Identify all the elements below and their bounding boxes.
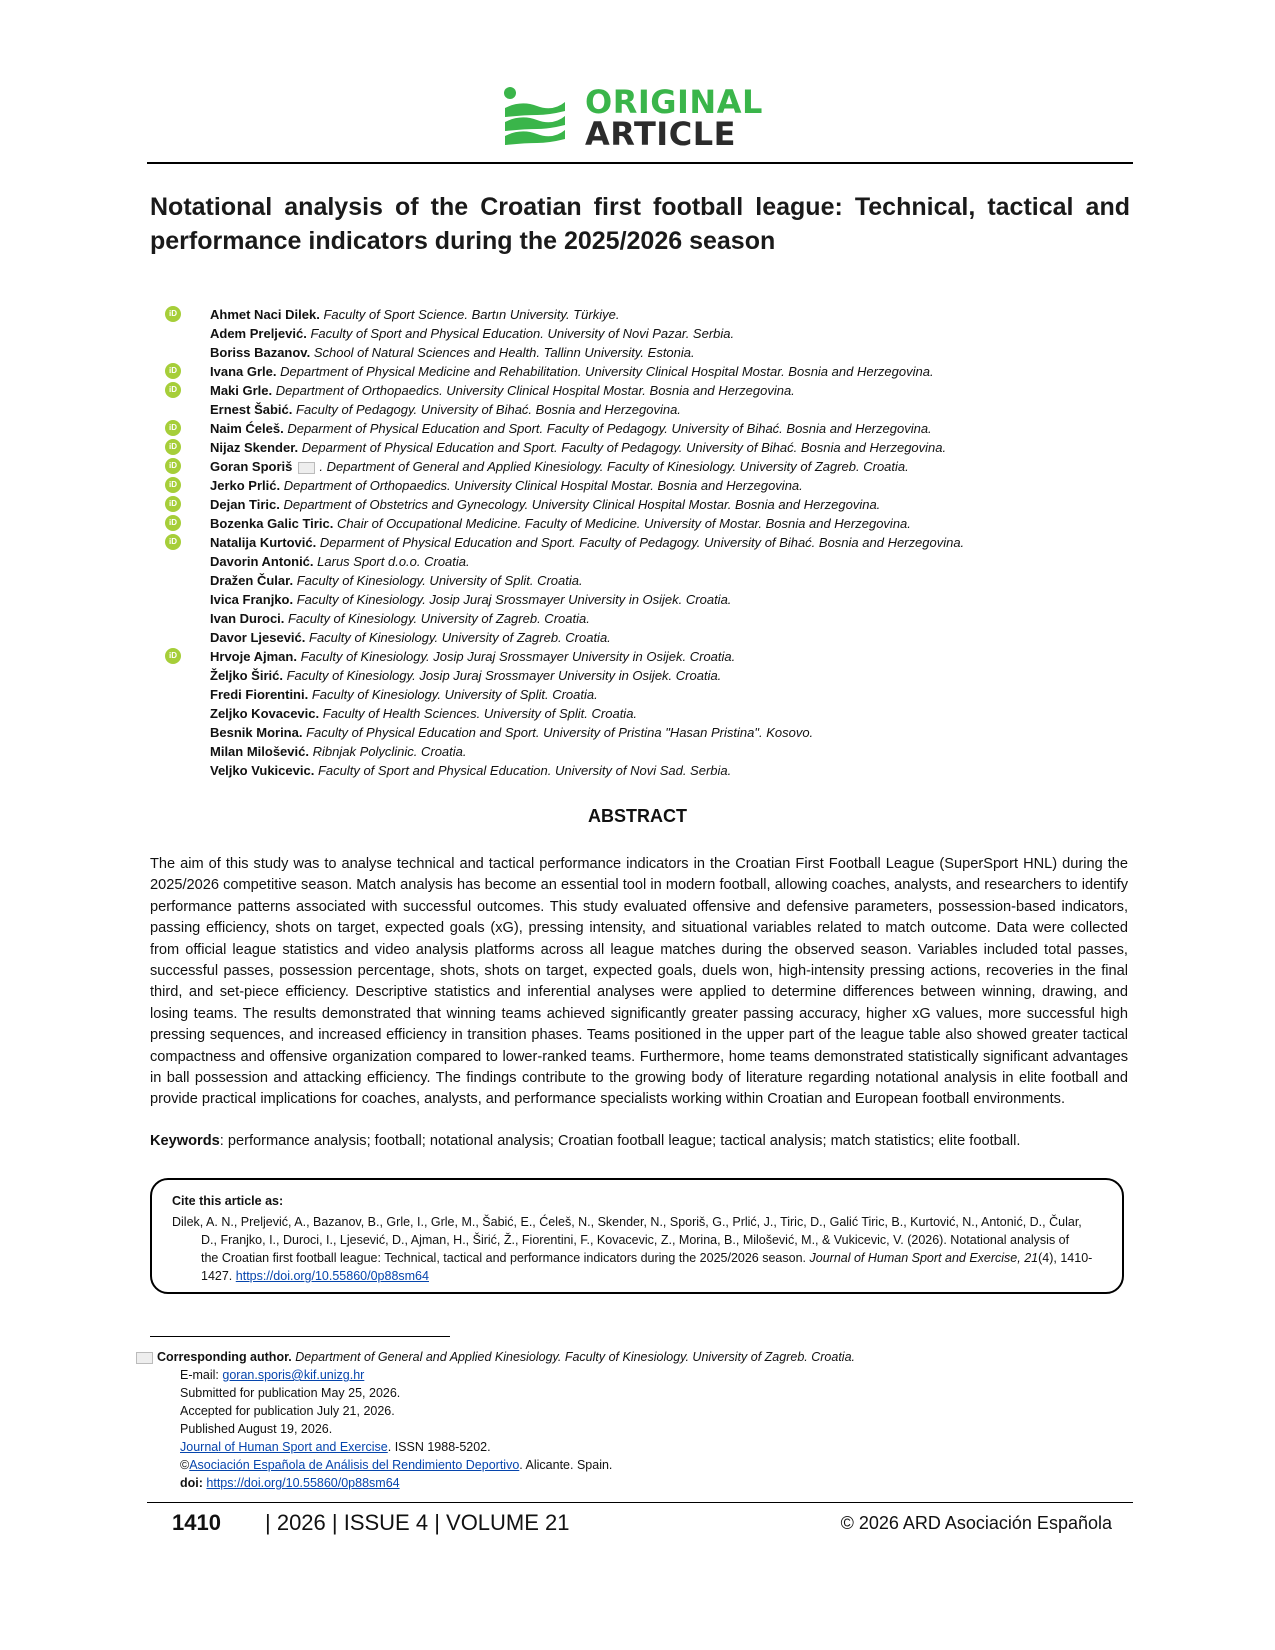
author-row (165, 305, 1125, 324)
author-affiliation: Faculty of Sport Science. Bartın University. Türkiye. (323, 307, 620, 322)
corresponding-affiliation: Department of General and Applied Kinesiology. Faculty of Kinesiology. University of Zagreb. Croatia. (295, 1350, 855, 1364)
author-info (210, 723, 813, 742)
author-name: Dražen Čular. (210, 573, 294, 588)
author-info (210, 495, 880, 514)
author-info (210, 362, 934, 381)
author-affiliation: Faculty of Sport and Physical Education. University of Novi Sad. Serbia. (317, 763, 732, 778)
author-name: Fredi Fiorentini. (210, 687, 309, 702)
author-info (210, 628, 611, 647)
author-affiliation: Faculty of Kinesiology. University of Split. Croatia. (296, 573, 583, 588)
orcid-icon[interactable]: iD (165, 648, 181, 664)
author-row (165, 685, 1125, 704)
citation-pages: 1427. (201, 1269, 233, 1283)
author-row (165, 552, 1125, 571)
abstract-heading: ABSTRACT (588, 806, 687, 826)
author-row (165, 742, 1125, 761)
author-info (210, 609, 590, 628)
author-row (165, 628, 1125, 647)
doi-link[interactable]: https://doi.org/10.55860/0p88sm64 (206, 1476, 400, 1490)
email-label: E-mail: (180, 1368, 219, 1382)
author-info (210, 742, 467, 761)
journal-line (136, 1438, 1136, 1456)
published-date: Published August 19, 2026. (180, 1422, 333, 1436)
author-affiliation: Deparment of Physical Education and Sport. Faculty of Pedagogy. University of Bihać. Bosnia and Herzegovina. (287, 421, 932, 436)
author-row (165, 476, 1125, 495)
author-info (210, 381, 795, 400)
footnote (136, 1348, 1136, 1492)
author-affiliation: Department of Orthopaedics. University Clinical Hospital Mostar. Bosnia and Herzegovina. (275, 383, 795, 398)
author-name: Ivana Grle. (210, 364, 277, 379)
author-name: Davor Ljesević. (210, 630, 306, 645)
association-link[interactable]: Asociación Española de Análisis del Rendimiento Deportivo (189, 1458, 520, 1472)
author-row (165, 590, 1125, 609)
orcid-icon[interactable]: iD (165, 534, 181, 550)
author-info (210, 571, 583, 590)
footnote-divider (150, 1336, 450, 1337)
author-affiliation: Department of Physical Medicine and Rehabilitation. University Clinical Hospital Mostar. Bosnia and Herzegovina. (280, 364, 934, 379)
author-info (210, 419, 932, 438)
author-affiliation: Faculty of Kinesiology. University of Zagreb. Croatia. (309, 630, 611, 645)
author-affiliation: Faculty of Kinesiology. Josip Juraj Srossmayer University in Osijek. Croatia. (286, 668, 722, 683)
citation-heading: Cite this article as: (172, 1194, 284, 1208)
author-name: Nijaz Skender. (210, 440, 299, 455)
header-divider (147, 162, 1133, 164)
citation-text (172, 1213, 1106, 1285)
doi-line (136, 1474, 1136, 1492)
author-name: Naim Ćeleš. (210, 421, 284, 436)
association-location: . Alicante. Spain. (519, 1458, 613, 1472)
author-name: Goran Sporiš (210, 459, 293, 474)
author-info (210, 324, 734, 343)
author-affiliation: Department of Obstetrics and Gynecology. University Clinical Hospital Mostar. Bosnia and Herzegovina. (283, 497, 881, 512)
author-info (210, 685, 598, 704)
email-line (136, 1366, 1136, 1384)
author-affiliation: . Department of General and Applied Kinesiology. Faculty of Kinesiology. University of Zagreb. Croatia. (319, 459, 909, 474)
orcid-icon[interactable]: iD (165, 515, 181, 531)
author-affiliation: Faculty of Physical Education and Sport. University of Pristina "Hasan Pristina". Kosovo. (306, 725, 814, 740)
citation-line-2: D., Franjko, I., Duroci, I., Ljesević, D., Ajman, H., Širić, Ž., Fiorentini, F., Kovacevic, Z., Morina, B., Milošević, M., & Vukicevic, V. (2026). Notational analysis of (201, 1233, 1070, 1247)
author-name: Bozenka Galic Tiric. (210, 516, 334, 531)
author-list (165, 305, 1125, 780)
orcid-icon[interactable]: iD (165, 439, 181, 455)
keywords (150, 1131, 1128, 1152)
citation-box (150, 1178, 1124, 1294)
logo-line-article: ARTICLE (585, 115, 736, 153)
author-info (210, 552, 470, 571)
author-row (165, 571, 1125, 590)
author-affiliation: Faculty of Kinesiology. University of Zagreb. Croatia. (288, 611, 590, 626)
author-info (210, 457, 909, 476)
author-row (165, 495, 1125, 514)
author-row (165, 362, 1125, 381)
author-row (165, 381, 1125, 400)
page-number: 1410 (172, 1510, 221, 1535)
mail-icon[interactable] (298, 462, 315, 474)
author-affiliation: Chair of Occupational Medicine. Faculty of Medicine. University of Mostar. Bosnia and Herzegovina. (336, 516, 911, 531)
citation-journal: Journal of Human Sport and Exercise, 21 (809, 1251, 1039, 1265)
orcid-icon[interactable]: iD (165, 306, 181, 322)
author-name: Davorin Antonić. (210, 554, 314, 569)
author-affiliation: Faculty of Kinesiology. Josip Juraj Srossmayer University in Osijek. Croatia. (296, 592, 732, 607)
author-row (165, 343, 1125, 362)
author-row (165, 609, 1125, 628)
author-row (165, 704, 1125, 723)
author-affiliation: School of Natural Sciences and Health. Tallinn University. Estonia. (313, 345, 695, 360)
footer-copyright: © 2026 ARD Asociación Española (840, 1513, 1112, 1533)
author-row (165, 723, 1125, 742)
orcid-icon[interactable]: iD (165, 363, 181, 379)
corresponding-label: Corresponding author. (157, 1350, 292, 1364)
copyright-symbol: © (180, 1458, 190, 1472)
author-info (210, 666, 721, 685)
author-row (165, 457, 1125, 476)
author-info (210, 647, 735, 666)
author-name: Ivica Franjko. (210, 592, 294, 607)
orcid-icon[interactable]: iD (165, 496, 181, 512)
author-info (210, 514, 911, 533)
submitted-date: Submitted for publication May 25, 2026. (180, 1386, 401, 1400)
author-affiliation: Faculty of Kinesiology. University of Split. Croatia. (311, 687, 598, 702)
author-info (210, 305, 619, 324)
author-info (210, 400, 681, 419)
author-row (165, 438, 1125, 457)
abstract-text: The aim of this study was to analyse technical and tactical performance indicators in the Croatian First Football League (SuperSport HNL) during the 2025/2026 competitive season. Match analysis has become an essential tool in modern football, allowing coaches, analysts, and researchers to identify performance patterns associated with successful outcomes. This study evaluated offensive and defensive parameters, possession-based indicators, passing efficiency, shots on target, expected goals (xG), pressing intensity, and situational variables related to match outcome. Data were collected from official league statistics and video analysis platforms across all league matches during the observed season. Variables included total passes, successful passes, possession percentage, shots, shots on target, expected goals, duels won, high-intensity pressing actions, recoveries in the final third, and set-piece efficiency. Descriptive statistics and inferential analyses were applied to determine differences between winning, drawing, and losing teams. The results demonstrated that winning teams achieved significantly greater passing accuracy, higher xG values, more successful high pressing sequences, and increased efficiency in transition phases. Teams positioned in the upper part of the league table also showed greater tactical compactness and offensive organization compared to lower-ranked teams. Furthermore, home teams demonstrated statistically significant advantages in ball possession and attacking efficiency. The findings contribute to the growing body of literature regarding notational analysis in elite football and provide practical implications for coaches, analysts, and performance specialists working within Croatian and European football environments. (150, 856, 1128, 1108)
author-row (165, 666, 1125, 685)
citation-line-1: Dilek, A. N., Preljević, A., Bazanov, B., Grle, I., Grle, M., Šabić, E., Ćeleš, N., Skender, N., Sporiš, G., Prlić, J., Tiric, D., Galić Tiric, B., Kurtović, N., Antonić, D., Čular, (172, 1215, 1082, 1229)
author-row (165, 400, 1125, 419)
author-row (165, 533, 1125, 552)
author-info (210, 438, 946, 457)
orcid-icon[interactable]: iD (165, 382, 181, 398)
footer-divider (147, 1502, 1133, 1503)
author-name: Milan Milošević. (210, 744, 309, 759)
citation-line-3 (172, 1249, 1106, 1267)
citation-doi-link[interactable]: https://doi.org/10.55860/0p88sm64 (235, 1269, 429, 1283)
issn: . ISSN 1988-5202. (387, 1440, 491, 1454)
orcid-icon[interactable]: iD (165, 420, 181, 436)
article-title: Notational analysis of the Croatian first football league: Technical, tactical and performance indicators during the 2025/2026 season (150, 193, 1130, 255)
author-row (165, 761, 1125, 780)
author-name: Jerko Prlić. (210, 478, 281, 493)
author-name: Boriss Bazanov. (210, 345, 311, 360)
mail-icon (136, 1352, 153, 1364)
author-name: Besnik Morina. (210, 725, 303, 740)
author-name: Maki Grle. (210, 383, 273, 398)
author-affiliation: Larus Sport d.o.o. Croatia. (317, 554, 470, 569)
journal-link[interactable]: Journal of Human Sport and Exercise (180, 1440, 388, 1454)
author-affiliation: Deparment of Physical Education and Sport. Faculty of Pedagogy. University of Bihać. Bosnia and Herzegovina. (319, 535, 965, 550)
journal-logo (503, 83, 773, 153)
author-info (210, 533, 964, 552)
doi-label: doi: (180, 1476, 203, 1490)
author-name: Dejan Tiric. (210, 497, 280, 512)
author-affiliation: Faculty of Kinesiology. Josip Juraj Srossmayer University in Osijek. Croatia. (300, 649, 736, 664)
author-name: Zeljko Kovacevic. (210, 706, 320, 721)
association-line (136, 1456, 1136, 1474)
corresponding-author-line (136, 1348, 1136, 1366)
author-row (165, 419, 1125, 438)
author-name: Adem Preljević. (210, 326, 307, 341)
author-info (210, 476, 803, 495)
author-name: Hrvoje Ajman. (210, 649, 297, 664)
email-link[interactable]: goran.sporis@kif.unizg.hr (222, 1368, 365, 1382)
author-name: Ahmet Naci Dilek. (210, 307, 320, 322)
author-info (210, 590, 731, 609)
author-affiliation: Department of Orthopaedics. University Clinical Hospital Mostar. Bosnia and Herzegovina. (283, 478, 803, 493)
author-name: Ernest Šabić. (210, 402, 293, 417)
author-row (165, 324, 1125, 343)
citation-line-4 (172, 1267, 1106, 1285)
logo-line-original: ORIGINAL (585, 83, 763, 121)
citation-title-text: the Croatian first football league: Technical, tactical and performance indicators during the 2025/2026 season. (201, 1251, 807, 1265)
keywords-text: : performance analysis; football; notational analysis; Croatian football league; tactical analysis; match statistics; elite football. (219, 1133, 1021, 1149)
author-name: Veljko Vukicevic. (210, 763, 315, 778)
keywords-label: Keywords (150, 1133, 220, 1149)
logo-stripes-icon (503, 86, 567, 146)
author-info (210, 704, 637, 723)
author-row (165, 647, 1125, 666)
author-info (210, 343, 695, 362)
author-affiliation: Faculty of Health Sciences. University of Split. Croatia. (322, 706, 638, 721)
issue-info: | 2026 | ISSUE 4 | VOLUME 21 (265, 1510, 570, 1535)
author-name: Natalija Kurtović. (210, 535, 317, 550)
orcid-icon[interactable]: iD (165, 458, 181, 474)
author-name: Željko Širić. (210, 668, 283, 683)
citation-issue: (4), 1410- (1038, 1251, 1093, 1265)
author-affiliation: Faculty of Pedagogy. University of Bihać. Bosnia and Herzegovina. (296, 402, 681, 417)
author-affiliation: Ribnjak Polyclinic. Croatia. (312, 744, 467, 759)
accepted-date: Accepted for publication July 21, 2026. (180, 1404, 395, 1418)
author-row (165, 514, 1125, 533)
orcid-icon[interactable]: iD (165, 477, 181, 493)
author-name: Ivan Duroci. (210, 611, 285, 626)
author-affiliation: Deparment of Physical Education and Sport. Faculty of Pedagogy. University of Bihać. Bosnia and Herzegovina. (301, 440, 947, 455)
author-info (210, 761, 731, 780)
author-affiliation: Faculty of Sport and Physical Education. University of Novi Pazar. Serbia. (310, 326, 735, 341)
